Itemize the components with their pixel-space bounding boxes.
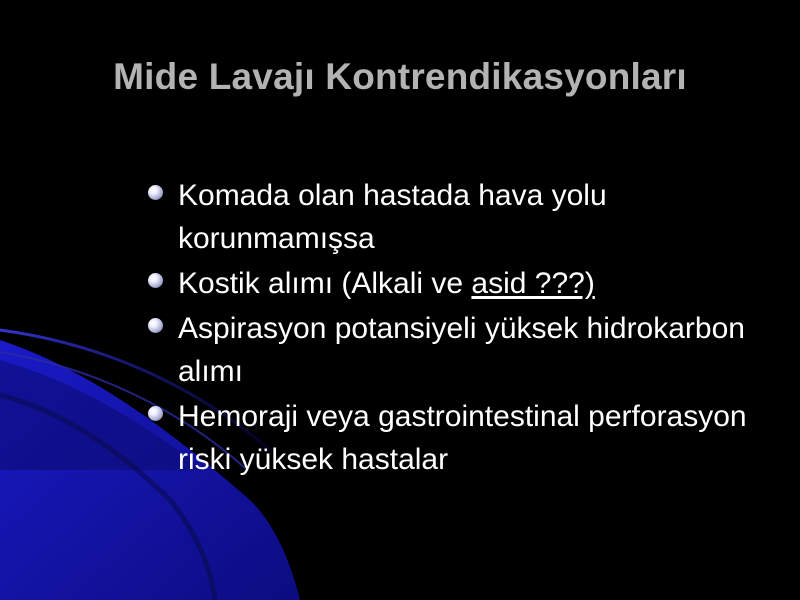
bullet-text: Aspirasyon potansiyeli yüksek hidrokarbon alımı xyxy=(178,312,745,388)
bullet-dot-icon xyxy=(148,185,163,200)
bullet-item xyxy=(148,307,768,393)
bullet-item xyxy=(148,262,768,305)
hyperlink-text[interactable]: asid ???) xyxy=(471,267,595,300)
bullet-dot-icon xyxy=(148,273,163,288)
bullet-dot-icon xyxy=(148,318,163,333)
bullet-item xyxy=(148,395,768,481)
bullet-dot-icon xyxy=(148,406,163,421)
slide-title: Mide Lavajı Kontrendikasyonları xyxy=(113,56,687,97)
bullet-text: Komada olan hastada hava yolu korunmamışsa xyxy=(178,179,607,255)
bullet-item xyxy=(148,174,768,260)
bullet-text: Kostik alımı (Alkali ve xyxy=(178,267,472,300)
bullet-text: Hemoraji veya gastrointestinal perforasyon riski yüksek hastalar xyxy=(178,400,747,476)
bullet-list xyxy=(148,174,768,483)
